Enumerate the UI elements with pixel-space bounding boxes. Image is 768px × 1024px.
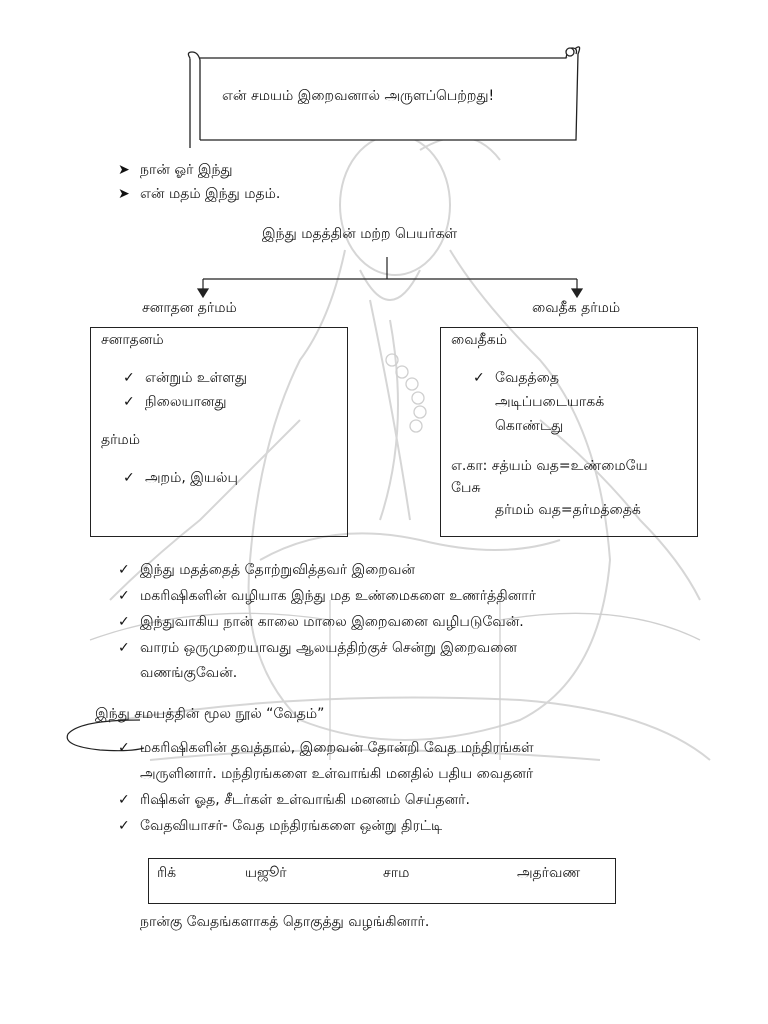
box-subtitle: தர்மம்	[101, 432, 140, 448]
check-icon: ✓	[118, 818, 130, 834]
box-title: சனாதனம்	[101, 332, 164, 348]
example-line: எ.கா: சத்யம் வத=உண்மையே	[451, 458, 648, 474]
left-branch-label: சனாதன தர்மம்	[142, 300, 237, 316]
list-item: ✓ வாரம் ஒருமுறையாவது ஆலயத்திற்குச் சென்று இறைவனை	[118, 640, 518, 656]
list-item-continuation: கொண்டது	[495, 418, 564, 434]
veda-name: ரிக்	[157, 865, 177, 881]
sanatana-box	[90, 327, 348, 537]
check-icon: ✓	[118, 792, 130, 808]
list-item: ➤ நான் ஓர் இந்து	[118, 162, 233, 178]
arrowhead-bullet-icon: ➤	[118, 186, 130, 202]
check-icon: ✓	[118, 740, 130, 756]
list-item: ✓ நிலையானது	[123, 394, 227, 410]
closing-line: நான்கு வேதங்களாகத் தொகுத்து வழங்கினார்.	[140, 914, 430, 930]
arrowhead-bullet-icon: ➤	[118, 162, 130, 178]
veda-name: யஜூர்	[245, 865, 287, 881]
list-item: ✓ மகரிஷிகளின் தவத்தால், இறைவன் தோன்றி வேத மந்திரங்கள்	[118, 740, 534, 756]
check-icon: ✓	[123, 470, 135, 486]
list-item: ✓ இந்து மதத்தைத் தோற்றுவித்தவர் இறைவன்	[118, 562, 415, 578]
veda-heading: இந்து சமயத்தின் மூல நூல் “வேதம்”	[95, 706, 325, 722]
check-icon: ✓	[118, 614, 130, 630]
veda-name: அதர்வண	[517, 865, 581, 881]
check-icon: ✓	[118, 588, 130, 604]
list-item: ✓ வேதத்தை	[473, 370, 559, 386]
list-item: ➤ என் மதம் இந்து மதம்.	[118, 186, 281, 202]
list-item: ✓ ரிஷிகள் ஓத, சீடர்கள் உள்வாங்கி மனனம் செய்தனர்.	[118, 792, 470, 808]
list-item: ✓ மகரிஷிகளின் வழியாக இந்து மத உண்மைகளை உணர்த்தினார்	[118, 588, 536, 604]
list-item: ✓ என்றும் உள்ளது	[123, 370, 248, 386]
list-item: ✓ வேதவியாசர்- வேத மந்திரங்களை ஒன்று திரட்டி	[118, 818, 443, 834]
names-heading: இந்து மதத்தின் மற்ற பெயர்கள்	[262, 226, 458, 242]
check-icon: ✓	[123, 370, 135, 386]
veda-name: சாம	[383, 865, 410, 881]
check-icon: ✓	[118, 640, 130, 656]
box-title: வைதீகம்	[451, 332, 507, 348]
list-item-continuation: வணங்குவேன்.	[140, 665, 238, 681]
right-branch-label: வைதீக தர்மம்	[532, 300, 621, 316]
tree-connector	[195, 255, 585, 300]
check-icon: ✓	[123, 394, 135, 410]
banner-title: என் சமயம் இறைவனால் அருளப்பெற்றது!	[222, 88, 495, 104]
vaideeka-box	[440, 327, 698, 537]
check-icon: ✓	[118, 562, 130, 578]
check-icon: ✓	[473, 370, 485, 386]
list-item-continuation: அருளினார். மந்திரங்களை உள்வாங்கி மனதில் பதிய வைதனர்	[140, 766, 534, 782]
example-line: பேசு	[451, 480, 481, 496]
list-item: ✓ இந்துவாகிய நான் காலை மாலை இறைவனை வழிபடுவேன்.	[118, 614, 524, 630]
example-line: தர்மம் வத=தர்மத்தைக்	[495, 502, 641, 518]
list-item-continuation: அடிப்படையாகக்	[495, 394, 605, 410]
list-item: ✓ அறம், இயல்பு	[123, 470, 238, 486]
four-vedas-box	[148, 858, 616, 904]
